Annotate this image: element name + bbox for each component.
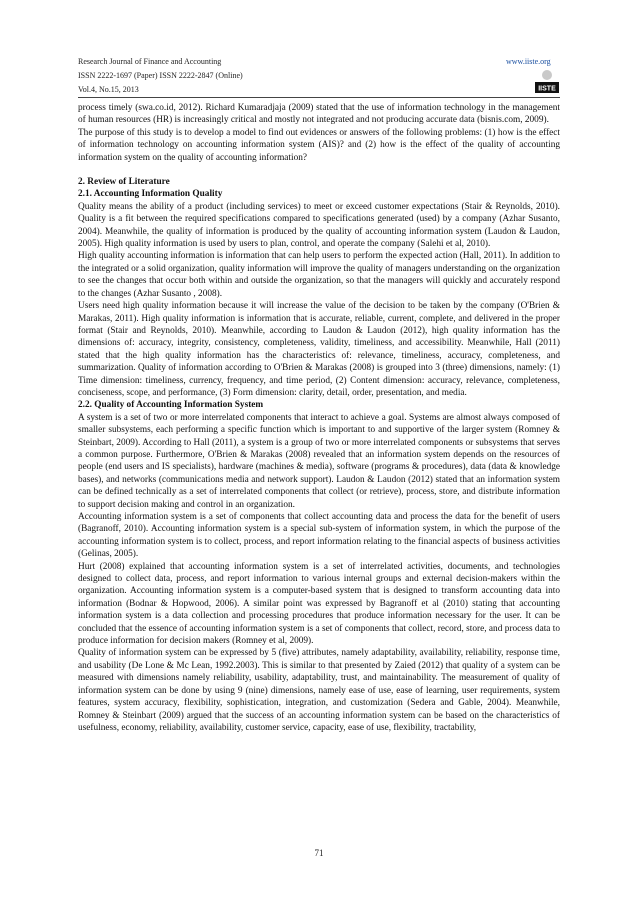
section-heading: 2. Review of Literature	[78, 177, 170, 188]
iiste-logo	[534, 68, 560, 94]
article-body	[78, 102, 560, 734]
paragraph: A system is a set of two or more interrelated components that interact to achieve a goal. Systems are almost always composed of smaller subsystems, each performing a specific function which is important to and supportive of the larger system (Romney & Steinbart, 2009). According to Hall (2011), a system is a group of two or more interrelated components or subsystems that serves a common purpose. Furthermore, O'Brien & Marakas (2008) revealed that an information system depends on the resources of people (end users and IS specialists), hardware (machines & media), software (programs & procedures), data (data & knowledge bases), and networks (communications media and network support). Laudon & Laudon (2012) stated that an information system can be defined technically as a set of interrelated components that collect (or retrieve), process, store, and distribute information to support decision making and control in an organization.	[78, 412, 560, 510]
journal-name: Research Journal of Finance and Accounting	[78, 57, 222, 66]
header-rule	[78, 97, 560, 98]
paragraph: High quality accounting information is information that can help users to perform the expected action (Hall, 2011). In addition to the integrated or a solid organization, quality information will improve the quality of managers understanding on the organization to see the changes that occur both within and outside the organization, so that the managers will quickly and accurately respond to the changes (Azhar Susanto , 2008).	[78, 251, 560, 299]
paragraph: Quality of information system can be expressed by 5 (five) attributes, namely adaptability, availability, reliability, response time, and usability (De Lone & Mc Lean, 1992.2003). This is similar to that presented by Zaied (2012) that quality of a system can be measured with dimensions namely reliability, usability, adaptability, trust, and maintainability. The measurement of quality of information system can be done by using 9 (nine) dimensions, namely ease of use, ease of learning, user requirements, system features, system accuracy, flexibility, sophistication, integration, and customization (Sedera and Gable, 2004). Meanwhile, Romney & Steinbart (2009) argued that the success of an accounting information system can be based on the characteristics of usefulness, economy, reliability, availability, customer service, capacity, ease of use, flexibility, tractability,	[78, 648, 560, 733]
paragraph: Quality means the ability of a product (including services) to meet or exceed customer expectations (Stair & Reynolds, 2010). Quality is a fit between the required specifications compared to specifications generated (used) by a company (Azhar Susanto, 2004). Meanwhile, the quality of information is produced by the quality of accounting information system (Laudon & Laudon, 2005). High quality information is used by users to plan, control, and operate the company (Salehi et al, 2010).	[78, 201, 560, 250]
journal-issn: ISSN 2222-1697 (Paper) ISSN 2222-2847 (Online)	[78, 71, 243, 80]
page-number: 71	[314, 848, 324, 858]
journal-url-link[interactable]: www.iiste.org	[506, 57, 551, 66]
paragraph: process timely (swa.co.id, 2012). Richard Kumaradjaja (2009) stated that the use of information technology in the management of human resources (HR) is increasingly critical and mostly not integrated and not producing accurate data (bisnis.com, 2009).	[78, 103, 560, 126]
iiste-logo-text: IISTE	[538, 85, 556, 93]
paragraph: Accounting information system is a set of components that collect accounting data and process the data for the benefit of users (Bagranoff, 2010). Accounting information system is a special sub-system of information system, in which the purpose of the accounting information system is to collect, process, and report information relating to the financial aspects of business activities (Gelinas, 2005).	[78, 512, 560, 560]
subsection-heading: 2.2. Quality of Accounting Information System	[78, 400, 264, 411]
paragraph: Users need high quality information because it will increase the value of the decision to be taken by the company (O'Brien & Marakas, 2011). High quality information is information that is accurate, reliable, current, complete, and delivered in the proper format (Stair and Reynolds, 2010). Meanwhile, according to Laudon & Laudon (2012), high quality information has the dimensions of: accuracy, integrity, consistency, completeness, validity, timeliness, and accessibility. Meanwhile, Hall (2011) stated that the high quality information has the characteristics of: relevance, timeliness, accuracy, completeness, and summarization. Quality of information according to O'Brien & Marakas (2008) is grouped into 3 (three) dimensions, namely: (1) Time dimension: timeliness, currency, frequency, and time period, (2) Content dimension: accuracy, relevance, completeness, conciseness, scope, and performance, (3) Form dimension: clarity, detail, order, presentation, and media.	[78, 301, 560, 398]
journal-volume: Vol.4, No.15, 2013	[78, 85, 139, 94]
subsection-heading: 2.1. Accounting Information Quality	[78, 189, 223, 200]
paragraph: The purpose of this study is to develop a model to find out evidences or answers of the following problems: (1) how is the effect of information technology on accounting information system (AIS)? and (2) how is the effect of the quality of accounting information system on the quality of accounting information?	[78, 127, 560, 163]
paragraph: Hurt (2008) explained that accounting information system is a set of interrelated activities, documents, and technologies designed to collect data, process, and report information to various internal groups and external decision-makers within the organization. Accounting information system is a computer-based system that is designed to transform accounting data into information (Bodnar & Hopwood, 2006). A similar point was expressed by Bagranoff et al (2010) stating that accounting information system is a data collection and processing procedures that produce information necessary for the user. It can be concluded that the essence of accounting information system is a set of components that collect, record, store, and process data to produce information for decision makers (Romney et al, 2009).	[78, 561, 560, 647]
